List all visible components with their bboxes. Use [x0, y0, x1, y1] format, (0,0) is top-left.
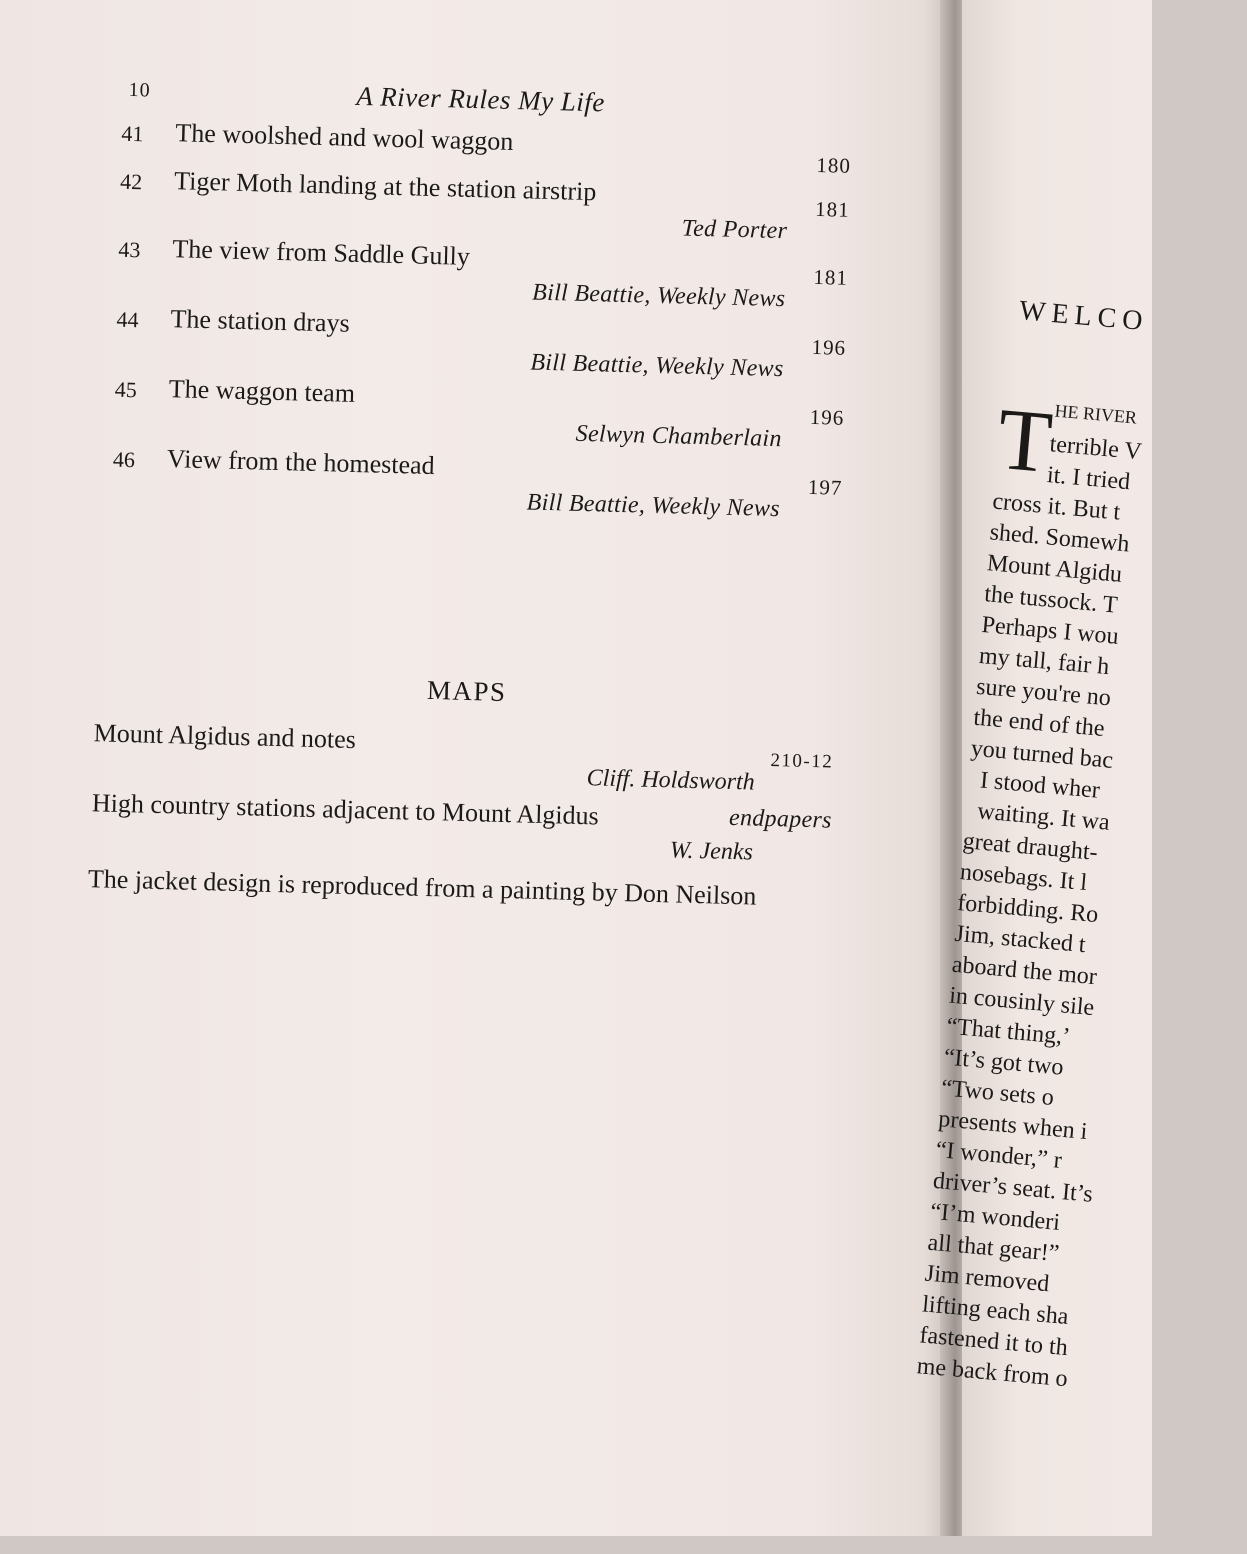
- drop-cap: T: [993, 390, 1056, 493]
- body-line: “Two sets o: [940, 1075, 1055, 1111]
- body-line: “I’m wonderi: [929, 1198, 1062, 1236]
- entry-title: The waggon team: [168, 374, 356, 408]
- page-number: 10: [128, 78, 151, 102]
- right-page: [915, 0, 1152, 1536]
- entry-title: Tiger Moth landing at the station airstrip: [173, 166, 597, 207]
- body-line: Perhaps I wou: [980, 612, 1120, 650]
- chapter-heading: WELCO: [1017, 295, 1150, 338]
- body-line: forbidding. Ro: [956, 889, 1100, 929]
- body-line: cross it. But t: [991, 488, 1122, 526]
- map-page: endpapers: [728, 804, 833, 834]
- entry-credit: Bill Beattie, Weekly News: [530, 349, 784, 383]
- body-line: the end of the: [972, 704, 1106, 742]
- body-line: Mount Algidu: [986, 550, 1124, 588]
- body-line: aboard the mor: [950, 951, 1098, 991]
- entry-title: The view from Saddle Gully: [172, 234, 471, 271]
- book-title: A River Rules My Life: [356, 80, 606, 118]
- maps-heading: MAPS: [426, 674, 507, 708]
- entry-number: 42: [119, 168, 143, 195]
- body-line: the tussock. T: [983, 581, 1119, 619]
- body-line: driver’s seat. It’s: [931, 1167, 1094, 1208]
- body-line: fastened it to th: [918, 1322, 1069, 1362]
- body-line: great draught-: [961, 828, 1099, 866]
- entry-credit: Bill Beattie, Weekly News: [526, 489, 781, 523]
- body-line: Jim, stacked t: [953, 920, 1087, 959]
- body-line: waiting. It wa: [976, 798, 1111, 836]
- map-credit: W. Jenks: [669, 837, 754, 866]
- entry-page: 196: [809, 404, 845, 430]
- map-entry: [93, 718, 834, 796]
- entry-page: 180: [816, 152, 852, 178]
- running-header: [128, 75, 849, 118]
- map-title: High country stations adjacent to Mount Algidus: [91, 788, 600, 831]
- entry-number: 44: [116, 306, 139, 333]
- body-line: HE RIVER: [1053, 400, 1138, 428]
- body-line: I stood wher: [979, 767, 1101, 804]
- entry-page: 181: [813, 264, 849, 290]
- body-line: in cousinly sile: [948, 982, 1096, 1022]
- map-page: 210-12: [770, 749, 834, 773]
- body-line: my tall, fair h: [977, 642, 1111, 681]
- body-line: presents when i: [937, 1106, 1089, 1146]
- entry-page: 196: [811, 334, 847, 360]
- body-line: all that gear!”: [926, 1229, 1061, 1268]
- body-line: “That thing,’: [945, 1013, 1072, 1051]
- body-line: “It’s got two: [942, 1044, 1065, 1081]
- entry-credit: Selwyn Chamberlain: [575, 420, 783, 453]
- entry-number: 41: [121, 120, 144, 147]
- body-line: sure you're no: [975, 673, 1112, 712]
- entry-page: 197: [807, 474, 843, 500]
- body-line: lifting each sha: [921, 1291, 1070, 1331]
- body-line: you turned bac: [969, 735, 1115, 774]
- entry-credit: Bill Beattie, Weekly News: [531, 279, 786, 313]
- body-line: me back from o: [915, 1353, 1069, 1393]
- entry-title: View from the homestead: [166, 444, 436, 481]
- entry-number: 43: [118, 236, 141, 263]
- entry-title: The station drays: [170, 304, 351, 338]
- body-line: terrible V: [1048, 431, 1143, 466]
- entry-page: 181: [814, 196, 851, 222]
- map-credit: Cliff. Holdsworth: [586, 765, 756, 796]
- entry-credit: Ted Porter: [681, 215, 788, 245]
- entry-title: The woolshed and wool waggon: [175, 118, 514, 157]
- body-line: “I wonder,” r: [934, 1137, 1063, 1174]
- map-title: Mount Algidus and notes: [93, 718, 357, 755]
- entry-number: 46: [112, 446, 136, 473]
- body-line: shed. Somewh: [988, 519, 1131, 558]
- body-line: Jim removed: [923, 1260, 1051, 1298]
- body-line: it. I tried: [1045, 462, 1132, 496]
- entry-number: 45: [114, 376, 138, 403]
- jacket-note: The jacket design is reproduced from a painting by Don Neilson: [87, 864, 757, 911]
- body-line: nosebags. It l: [959, 859, 1089, 897]
